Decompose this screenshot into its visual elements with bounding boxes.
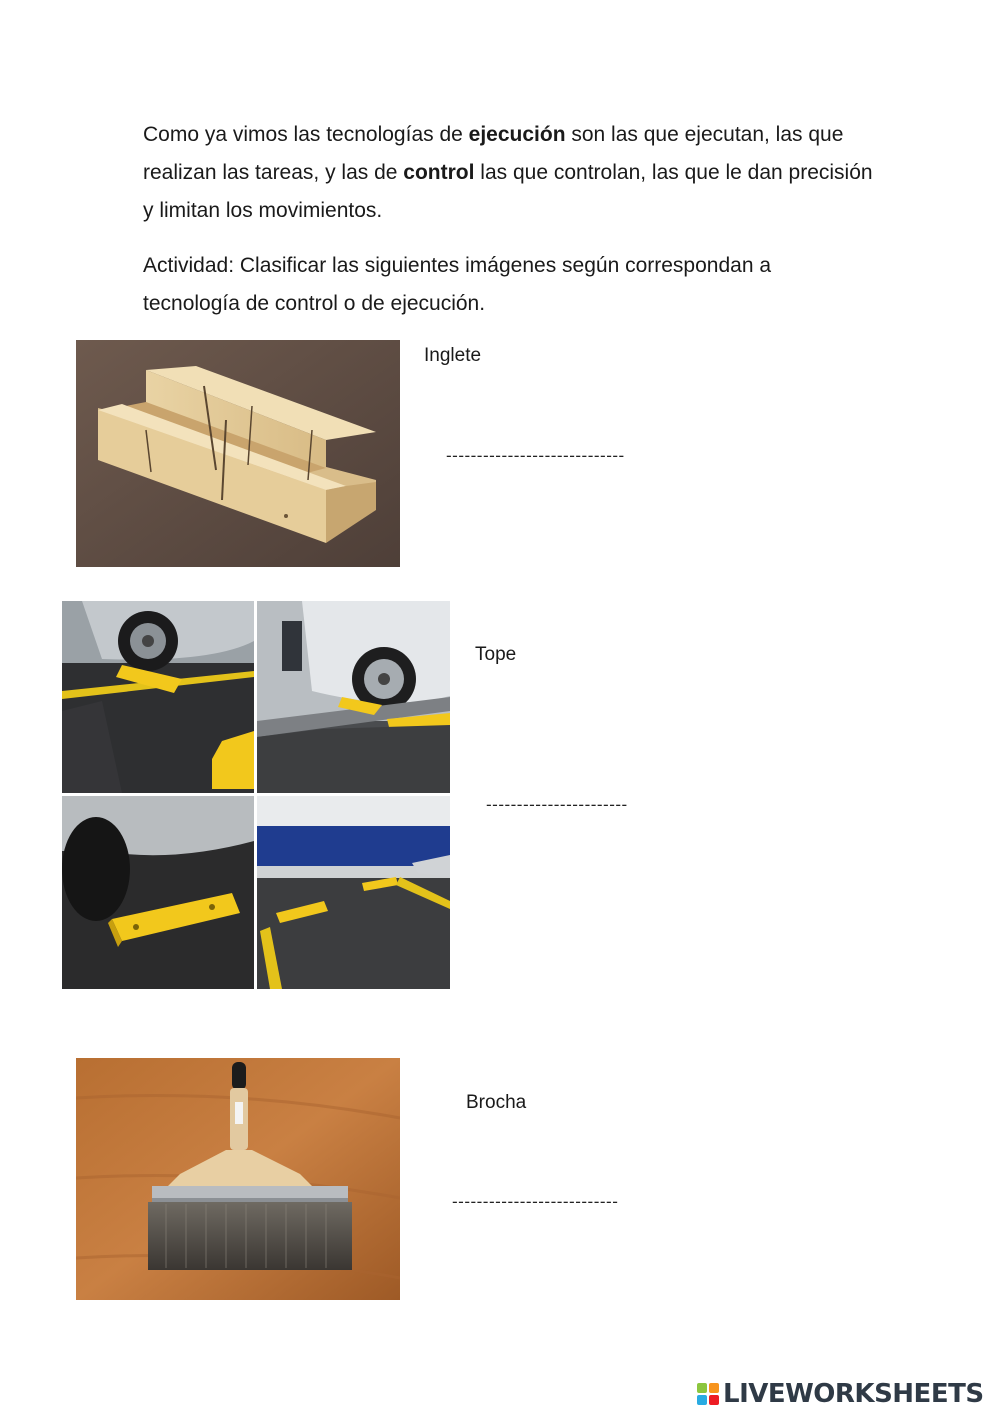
- logo-block-blue: [697, 1395, 707, 1405]
- miter-box-photo: [76, 340, 400, 567]
- parking-stop-photo-1: [62, 601, 254, 793]
- logo-block-red: [709, 1395, 719, 1405]
- logo-block-orange: [709, 1383, 719, 1393]
- liveworksheets-logo-text: LIVEWORKSHEETS: [723, 1379, 984, 1409]
- answer-field-inglete[interactable]: [446, 442, 676, 470]
- answer-field-tope[interactable]: [486, 791, 676, 819]
- parking-stop-photo-2: [257, 601, 450, 793]
- liveworksheets-logo: [697, 1378, 984, 1410]
- item-label-brocha: Brocha: [466, 1092, 527, 1113]
- intro-text-2: son las que ejecutan, las que realizan las tareas, y las de: [143, 123, 844, 184]
- parking-stop-photo-grid: [62, 601, 450, 989]
- answer-field-brocha[interactable]: [452, 1188, 672, 1216]
- parking-stop-photo-3: [62, 796, 254, 989]
- parking-stop-photo-4: [257, 796, 450, 989]
- intro-text-1: Como ya vimos las tecnologías de: [143, 123, 469, 146]
- intro-bold-control: control: [403, 161, 475, 184]
- item-label-tope: Tope: [475, 644, 517, 665]
- logo-block-green: [697, 1383, 707, 1393]
- intro-text-3: las que controlan, las que le dan precisión y limitan los movimientos.: [143, 161, 873, 222]
- intro-paragraph: [143, 116, 873, 230]
- item-label-inglete: Inglete: [424, 345, 482, 366]
- activity-instructions: Actividad: Clasificar las siguientes imágenes según correspondan a tecnología de control o de ejecución.: [143, 254, 772, 315]
- brush-photo: [76, 1058, 400, 1300]
- liveworksheets-logo-icon: [697, 1383, 719, 1405]
- intro-bold-ejecucion: ejecución: [468, 123, 566, 146]
